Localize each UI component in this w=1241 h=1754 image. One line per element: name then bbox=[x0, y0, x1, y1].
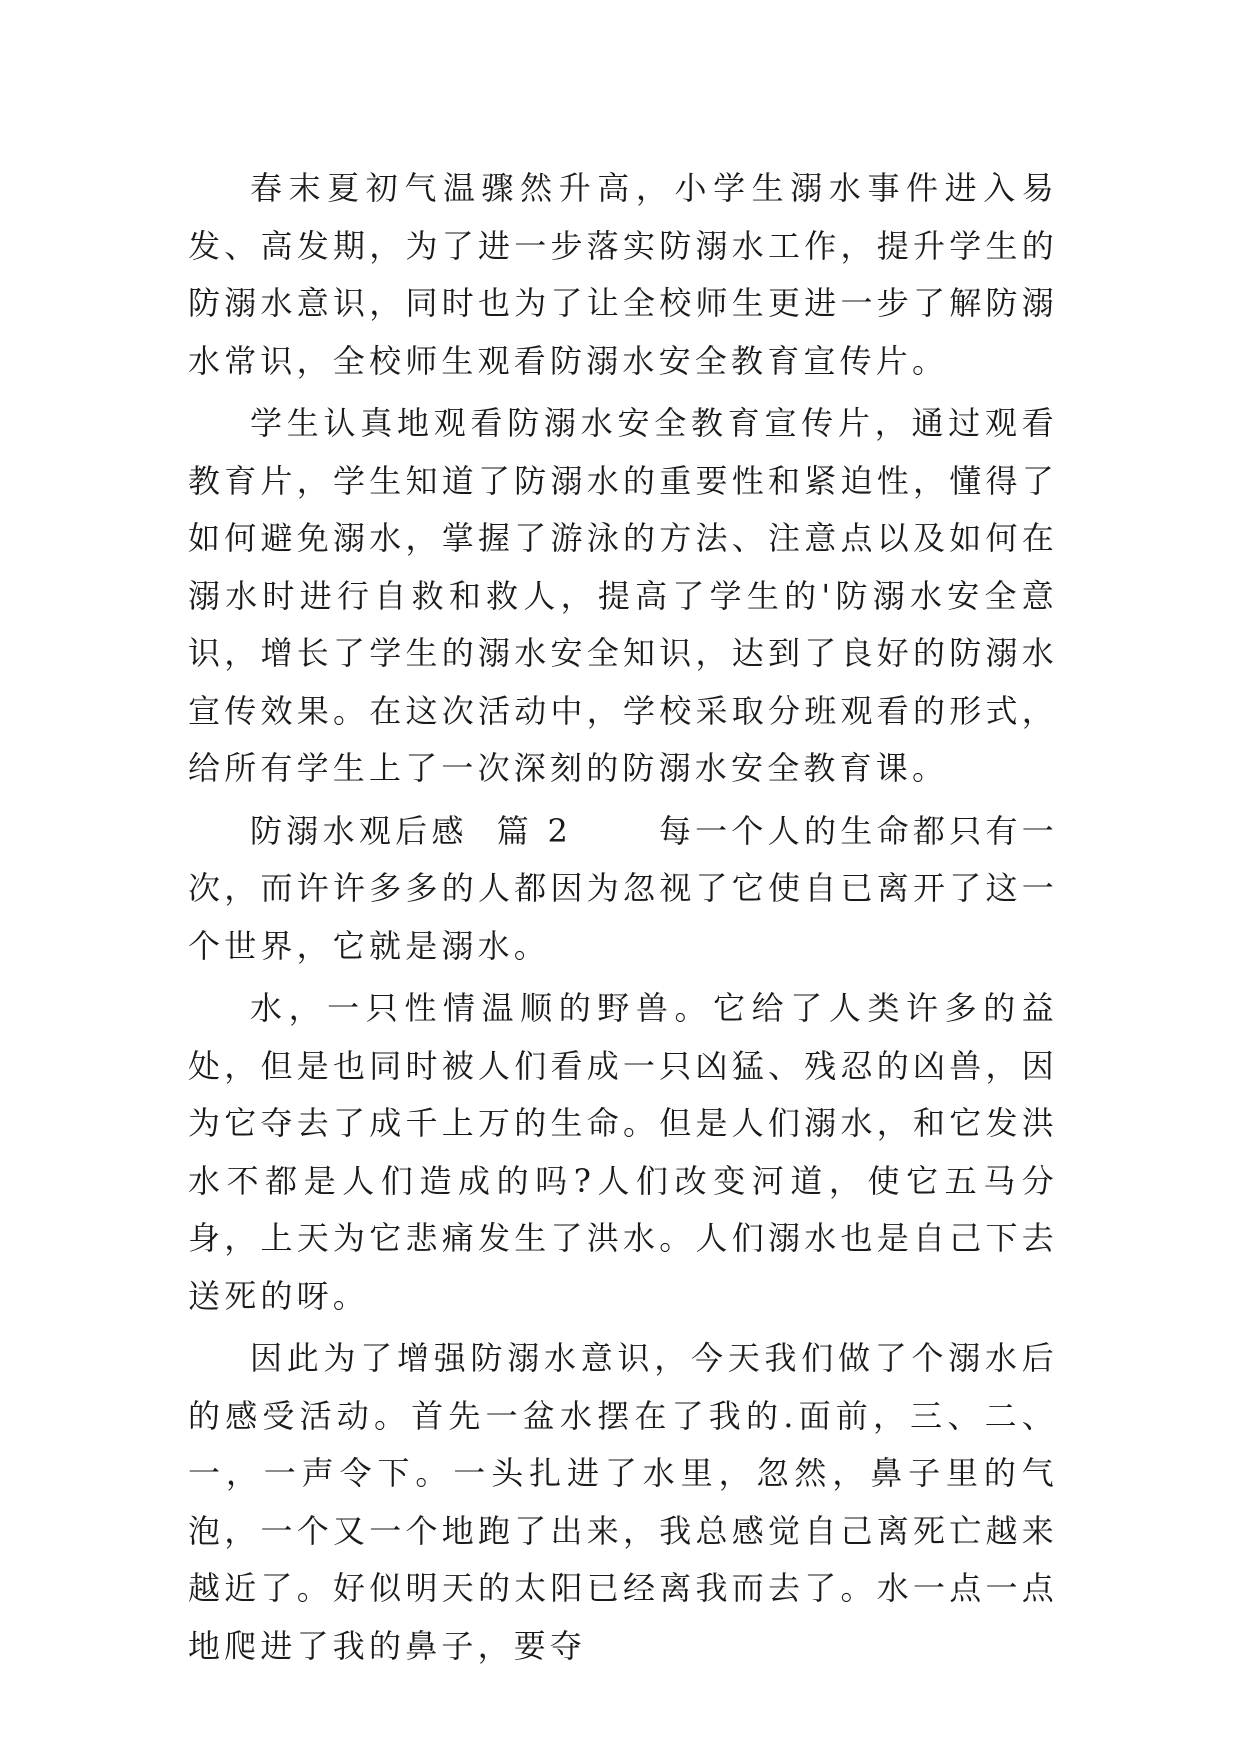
document-body bbox=[188, 160, 1058, 1675]
paragraph-2: 学生认真地观看防溺水安全教育宣传片，通过观看教育片，学生知道了防溺水的重要性和紧迫性，懂得了如何避免溺水，掌握了游泳的方法、注意点以及如何在溺水时进行自救和救人，提高了学生的'防溺水安全意识，增长了学生的溺水安全知识，达到了良好的防溺水宣传效果。在这次活动中，学校采取分班观看的形式，给所有学生上了一次深刻的防溺水安全教育课。 bbox=[188, 404, 1058, 787]
paragraph-4: 水，一只性情温顺的野兽。它给了人类许多的益处，但是也同时被人们看成一只凶猛、残忍的凶兽，因为它夺去了成千上万的生命。但是人们溺水，和它发洪水不都是人们造成的吗?人们改变河道，使它五马分身，上天为它悲痛发生了洪水。人们溺水也是自己下去送死的呀。 bbox=[188, 989, 1058, 1315]
paragraph-1: 春末夏初气温骤然升高，小学生溺水事件进入易发、高发期，为了进一步落实防溺水工作，提升学生的防溺水意识，同时也为了让全校师生更进一步了解防溺水常识，全校师生观看防溺水安全教育宣传片。 bbox=[188, 169, 1058, 380]
paragraph-3: 防溺水观后感 篇 2 每一个人的生命都只有一次，而许许多多的人都因为忽视了它使自已离开了这一个世界，它就是溺水。 bbox=[188, 811, 1058, 965]
paragraph-5: 因此为了增强防溺水意识，今天我们做了个溺水后的感受活动。首先一盆水摆在了我的.面前，三、二、一，一声令下。一头扎进了水里，忽然，鼻子里的气泡，一个又一个地跑了出来，我总感觉自己离死亡越来越近了。好似明天的太阳已经离我而去了。水一点一点地爬进了我的鼻子，要夺 bbox=[188, 1339, 1058, 1665]
